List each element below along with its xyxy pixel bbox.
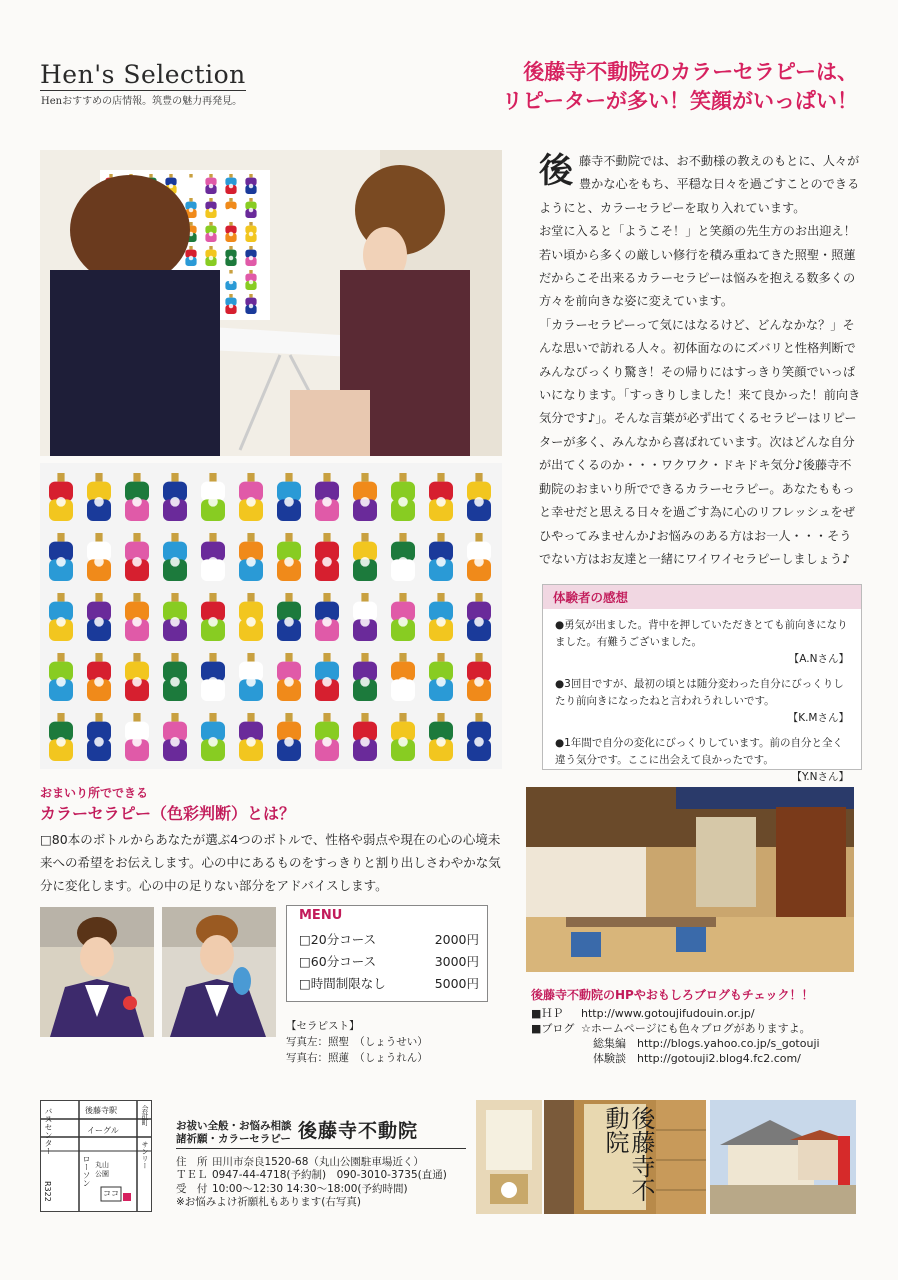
map-lawson: ローソン	[82, 1155, 91, 1187]
info-services	[176, 1120, 292, 1146]
testimonials-box	[542, 584, 862, 783]
map-route: R322	[43, 1181, 52, 1202]
menu-title: MENU	[299, 908, 343, 923]
homepage-link[interactable]: http://www.gotoujifudouin.or.jp/	[581, 1007, 755, 1020]
testimonial-text: ●3回目ですが、最初の頃とは随分変わった自分にびっくりしたり前向きになったねと言われうれしいです。	[555, 678, 844, 707]
testimonial-name: 【K.Mさん】	[787, 712, 849, 724]
testimonial-item	[555, 617, 849, 668]
info-row-note	[176, 1196, 447, 1209]
testimonial-text: ●1年間で自分の変化にびっくりしています。前の自分と全く違う気分です。ここに出会えて良かったです。	[555, 737, 844, 766]
menu-box	[286, 905, 488, 1002]
headline-line-2: リピーターが多い！笑顔がいっぱい！	[501, 89, 858, 113]
info-row-hours	[176, 1183, 447, 1196]
map-kaikei: 会計町	[141, 1105, 149, 1126]
access-map	[40, 1100, 152, 1212]
article-paragraph: 藤寺不動院では、お不動様の教えのもとに、人々が豊かな心をもち、平穏な日々を過ごすことのできるようにと、カラーセラピーを取り入れています。	[539, 154, 860, 215]
therapist-caption	[286, 1018, 428, 1066]
info-service-1: お祓い全般・お悩み相談	[176, 1120, 292, 1132]
testimonial-item	[555, 676, 849, 727]
info-divider	[176, 1148, 466, 1149]
article-body	[539, 150, 861, 571]
testimonial-item	[555, 735, 849, 786]
logo-title: Hen's Selection	[40, 60, 246, 89]
photo-exterior	[710, 1100, 856, 1214]
info-row-address	[176, 1156, 447, 1169]
info-key: 受 付	[176, 1182, 208, 1195]
signboard-text: 後藤寺不動院	[601, 1106, 655, 1202]
testimonial-text: ●勇気が出ました。背中を押していただきとても前向きになりました。有難うございました。	[555, 619, 848, 648]
menu-item-label: □60分コース	[299, 954, 377, 969]
photo-signboard	[544, 1100, 706, 1214]
map-sunny: サンリー	[141, 1141, 149, 1169]
article-dropcap: 後	[539, 151, 573, 191]
map-eagle: イーグル	[87, 1126, 119, 1135]
testimonials-title: 体験者の感想	[543, 585, 861, 609]
map-here: ココ	[103, 1189, 119, 1198]
therapist-caption-title: 【セラピスト】	[286, 1020, 360, 1032]
headline-line-1: 後藤寺不動院のカラーセラピーは、	[523, 60, 858, 84]
link-key: ■ＨＰ	[531, 1007, 564, 1020]
links-title: 後藤寺不動院のHPやおもしろブログもチェック！！	[531, 988, 814, 1002]
info-value: 0947-44-4718(予約制) 090-3010-3735(直通)	[212, 1169, 447, 1182]
section-subtitle: おまいり所でできる	[40, 786, 149, 800]
info-value: 10:00～12:30 14:30～18:00(予約時間)	[212, 1182, 408, 1195]
link-row	[531, 1036, 861, 1051]
menu-item	[299, 974, 479, 992]
info-key: 住 所	[176, 1156, 208, 1168]
map-station: 後藤寺駅	[85, 1106, 117, 1115]
temple-name: 後藤寺不動院	[298, 1120, 419, 1142]
logo-divider	[40, 90, 246, 91]
photo-therapist-left	[40, 907, 154, 1037]
photo-consultation	[40, 150, 502, 456]
link-row	[531, 1006, 861, 1021]
testimonial-name: 【A.Nさん】	[788, 653, 849, 665]
blog-note: ☆ホームページにも色々ブログがありますよ。	[581, 1022, 811, 1035]
therapist-caption-left: 写真左：照聖 （しょうせい）	[286, 1036, 428, 1048]
menu-item-label: □20分コース	[299, 932, 377, 947]
link-row	[531, 1021, 861, 1036]
info-value: 田川市奈良1520-68（丸山公園駐車場近く）	[212, 1156, 424, 1168]
article-paragraph: お堂に入ると「ようこそ！」と笑顔の先生方のお出迎え！若い頃から多くの厳しい修行を積み重ねてきた照聖・照蓮だからこそ出来るカラーセラピーは悩みを抱える数多くの方々を前向きな姿に変えています。	[539, 224, 856, 309]
logo-subtitle: Henおすすめの店情報。筑豊の魅力再発見。	[41, 96, 243, 107]
info-value: ※お悩みよけ祈願札もあります(右写真)	[176, 1196, 361, 1209]
section-title: カラーセラピー（色彩判断）とは？	[40, 804, 296, 823]
photo-temple-interior	[526, 787, 854, 972]
info-details	[176, 1156, 447, 1210]
blog-link-experience[interactable]: 体験談 http://gotouji2.blog4.fc2.com/	[593, 1052, 801, 1065]
headline	[502, 58, 858, 116]
map-bus-center: バスセンター	[44, 1107, 53, 1155]
menu-item	[299, 930, 479, 948]
therapist-caption-right: 写真右：照蓮 （しょうれん）	[286, 1052, 428, 1064]
blog-link-summary[interactable]: 総集編 http://blogs.yahoo.co.jp/s_gotouji	[593, 1037, 820, 1050]
info-row-tel	[176, 1169, 447, 1182]
menu-item-price: 3000円	[434, 954, 479, 969]
link-row	[531, 1051, 861, 1066]
section-body: □80本のボトルからあなたが選ぶ4つのボトルで、性格や弱点や現在の心の心境未来への希望をお伝えします。心の中にあるものをすっきりと割り出しさわやかな気分に変化します。心の中の足りない部分をアドバイスします。	[40, 832, 501, 893]
menu-item	[299, 952, 479, 970]
links-list	[531, 1006, 861, 1066]
info-service-2: 諸祈願・カラーセラピー	[176, 1133, 291, 1145]
map-park: 丸山公園	[95, 1161, 109, 1178]
menu-item-price: 2000円	[434, 932, 479, 947]
article-paragraph: 「カラーセラピーって気にはなるけど、どんなかな？」そんな思いで訪れる人々。初体面なのにズバリと性格判断でみんなびっくり驚き！その帰りにはすっきり笑顔でいっぱいになります。「すっきりしました！来て良かった！前向き気分です♪」。そんな言葉が必ず出てくるセラピーはリピーターが多く、みんなから喜ばれています。次はどんな自分が出てくるのか・・・ワクワク・ドキドキ気分♪後藤寺不動院のおまいり所でできるカラーセラピー。あなたももっと幸せだと思える日々を過ごす為に心のリフレッシュをぜひやってみませんか♪お悩みのある方はお一人・・・そうでない方はお友達と一緒にワイワイセラピーしましょう♪	[539, 317, 861, 566]
menu-item-price: 5000円	[434, 976, 479, 991]
link-key: ■ブログ	[531, 1022, 575, 1035]
photo-bottles	[40, 463, 502, 769]
photo-therapist-right	[162, 907, 276, 1037]
info-key: ＴＥＬ	[176, 1169, 208, 1182]
menu-item-label: □時間制限なし	[299, 976, 386, 991]
testimonial-name: 【Y.Nさん】	[791, 771, 849, 783]
photo-amulet	[476, 1100, 542, 1214]
